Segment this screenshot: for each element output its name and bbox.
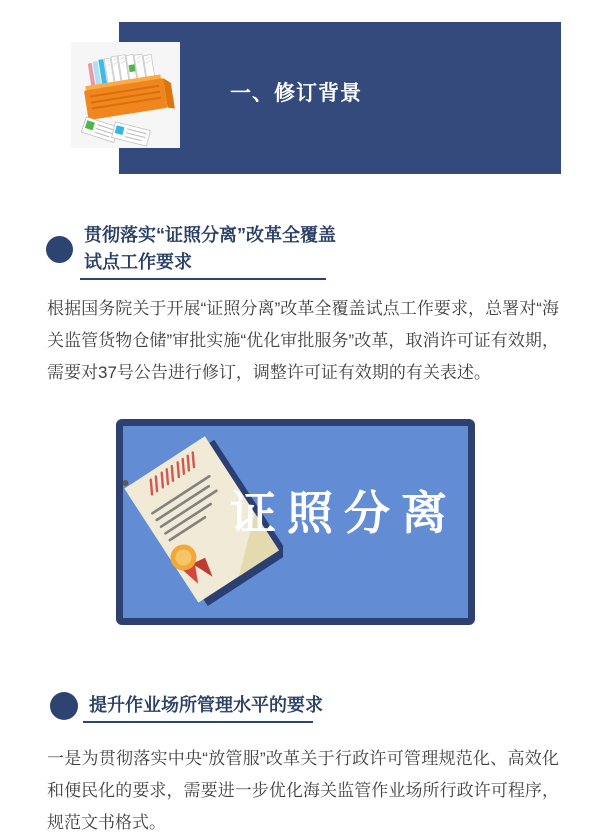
archive-files-icon [71, 42, 180, 148]
bullet-circle-icon [50, 692, 78, 720]
section1-heading [84, 222, 336, 276]
section-banner [119, 22, 561, 174]
archive-box-graphic [71, 42, 180, 148]
section1-heading-line1: 贯彻落实“证照分离”改革全覆盖 [84, 225, 336, 245]
section2-body: 一是为贯彻落实中央“放管服”改革关于行政许可管理规范化、高效化和便民化的要求，需要进一步优化海关监管作业场所行政许可程序，规范文书格式。 [47, 749, 559, 832]
heading-underline [80, 278, 326, 280]
banner-title: 一、修订背景 [230, 82, 362, 105]
license-separation-image [116, 419, 475, 625]
section2-heading: 提升作业场所管理水平的要求 [89, 695, 323, 715]
heading-underline [83, 721, 313, 723]
section1-heading-line2: 试点工作要求 [84, 252, 192, 272]
illustration-caption: 证照分离 [230, 487, 458, 539]
bullet-circle-icon [46, 236, 73, 263]
section1-body: 根据国务院关于开展“证照分离”改革全覆盖试点工作要求，总署对“海关监管货物仓储”审批实施“优化审批服务”改革，取消许可证有效期，需要对37号公告进行修订，调整许可证有效期的有关表述。 [47, 299, 559, 382]
